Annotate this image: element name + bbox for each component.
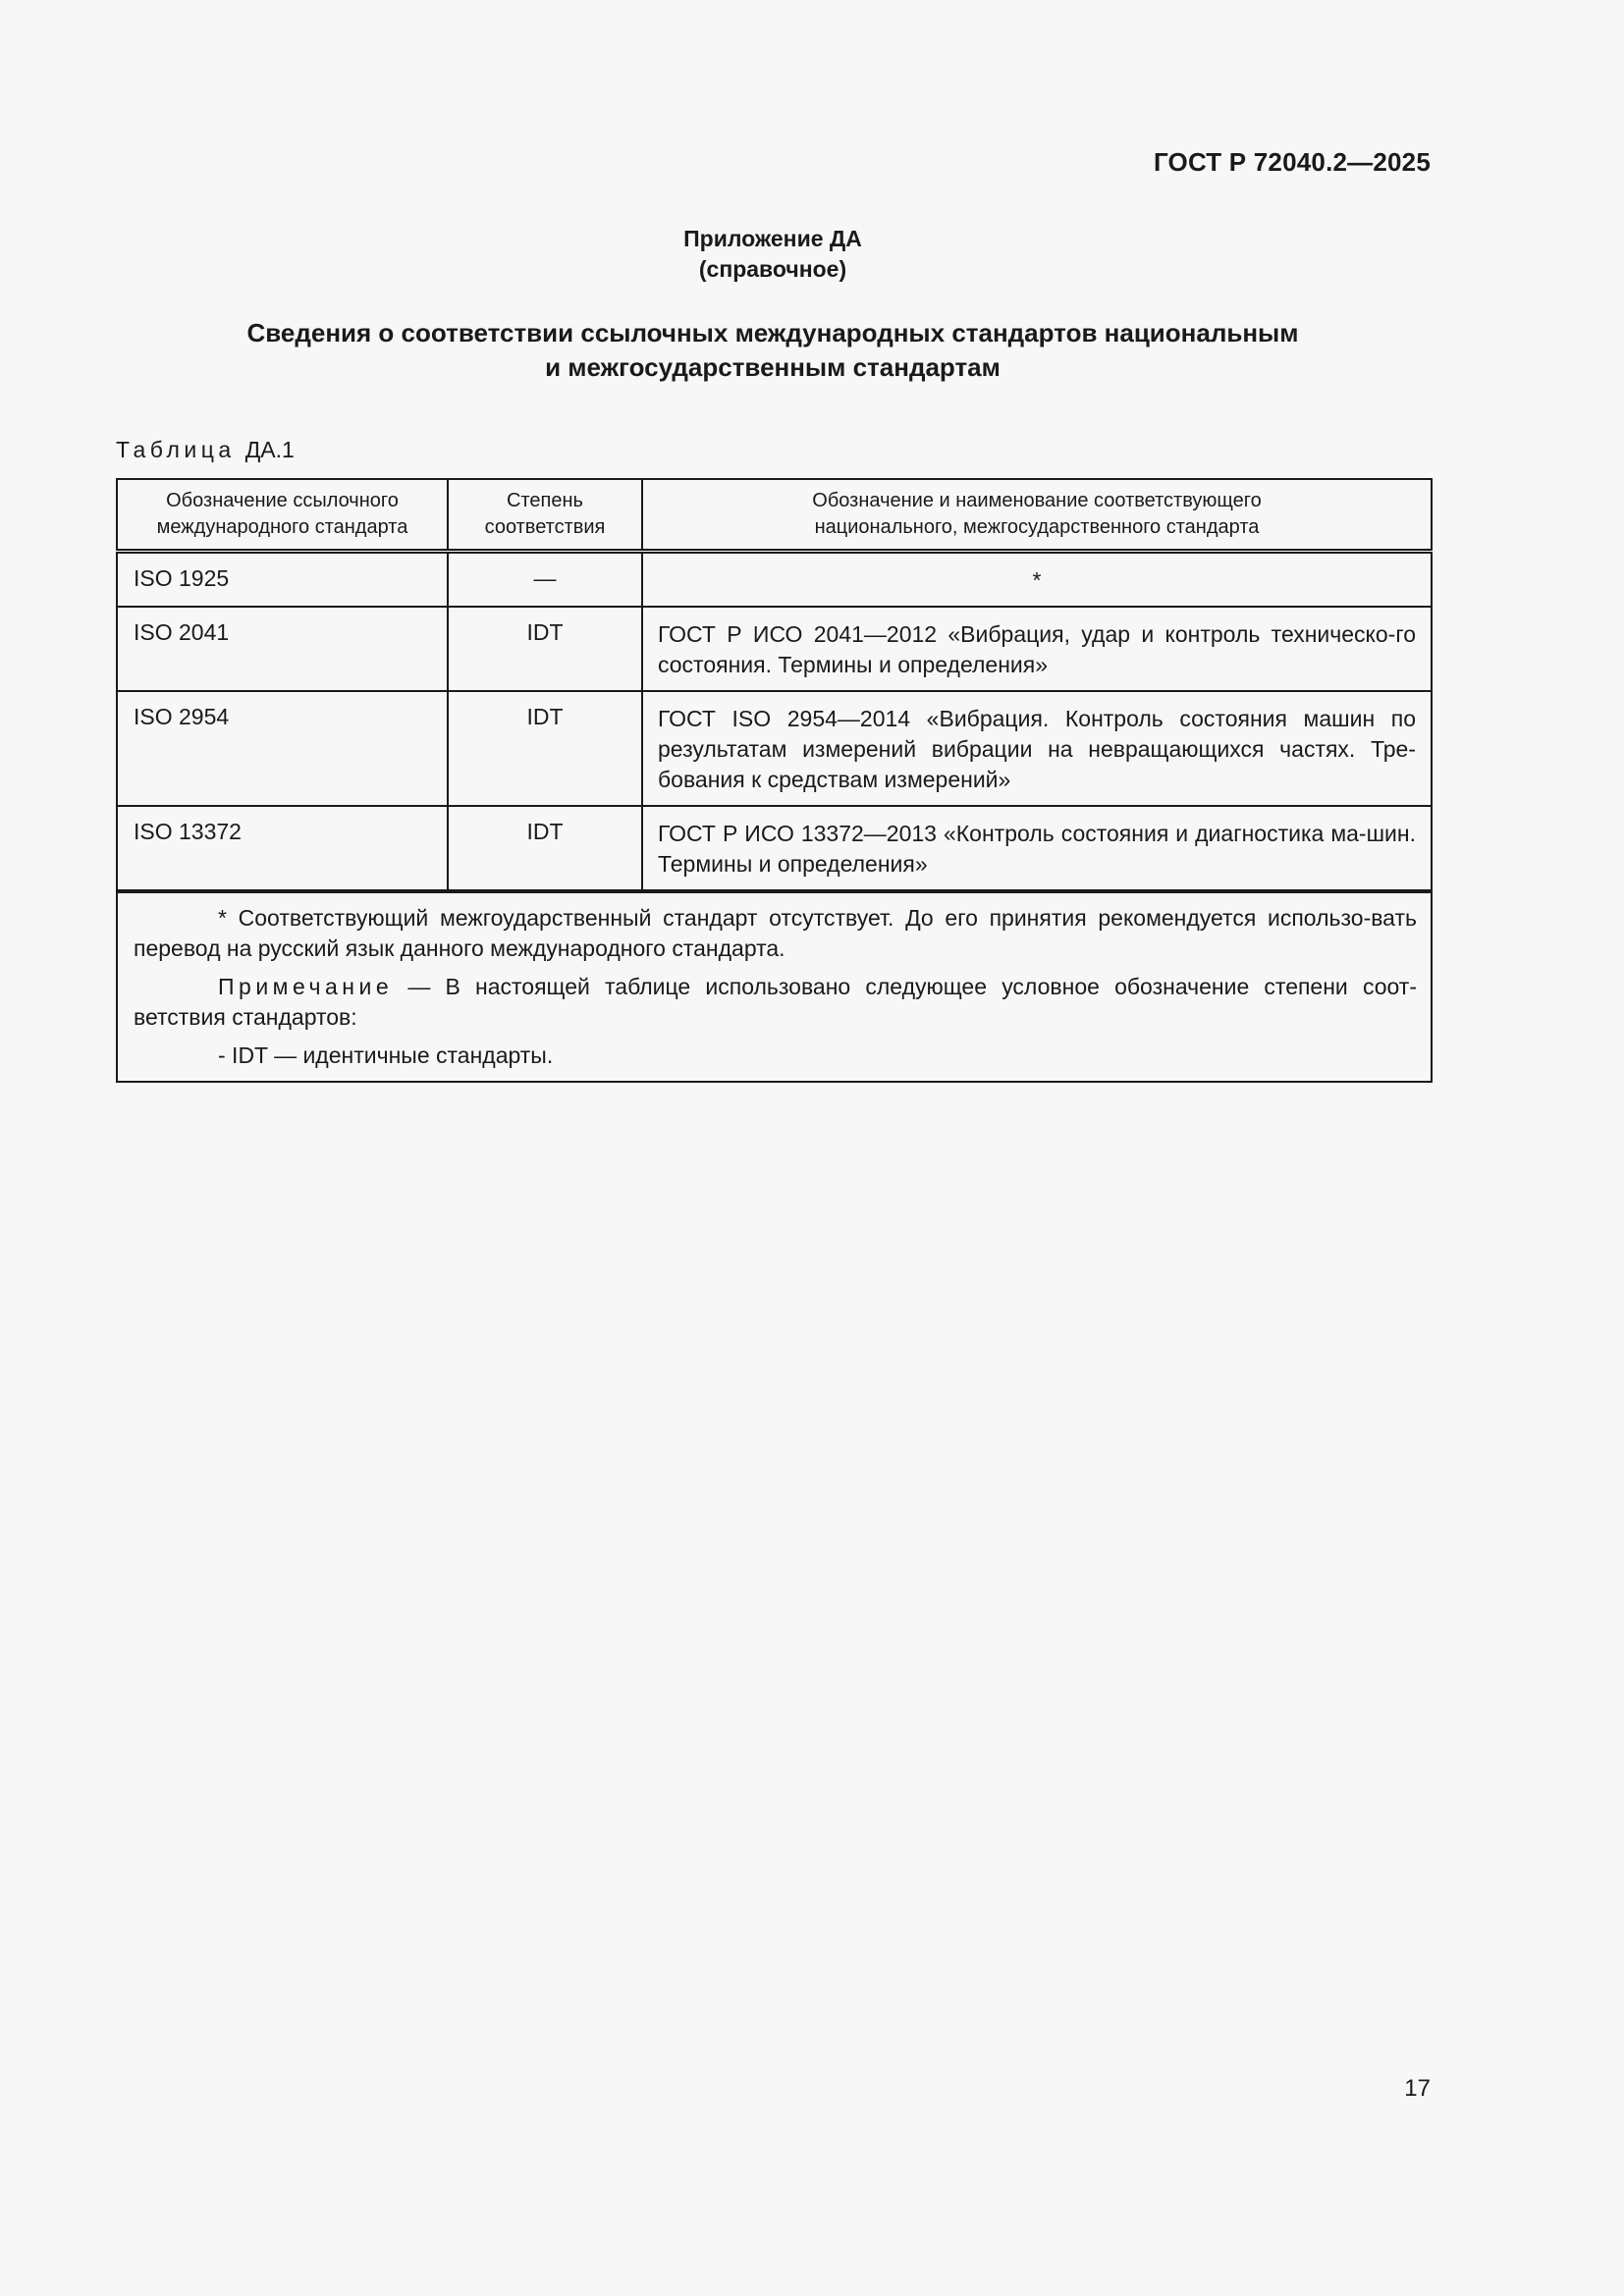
cell-national-standard: * (642, 552, 1432, 608)
table-notes-row (117, 891, 1432, 1082)
cell-national-standard: ГОСТ ISO 2954—2014 «Вибрация. Контроль состояния машин по результатам измерений вибрации на невращающихся частях. Тре-бования к средствам измерений» (642, 691, 1432, 806)
table-header-row (117, 479, 1432, 552)
cell-international-standard: ISO 2041 (117, 607, 448, 691)
appendix-heading (0, 224, 1545, 285)
note-list-item: - IDT — идентичные стандарты. (218, 1042, 554, 1068)
header-international-standard: Обозначение ссылочного международного стандарта (117, 479, 448, 552)
document-code: ГОСТ Р 72040.2—2025 (1153, 147, 1431, 177)
table-row (117, 691, 1432, 806)
cell-international-standard: ISO 1925 (117, 552, 448, 608)
standards-correspondence-table (116, 478, 1433, 1083)
appendix-subtitle: (справочное) (698, 256, 847, 282)
cell-degree: — (448, 552, 642, 608)
cell-international-standard: ISO 2954 (117, 691, 448, 806)
table-caption-word: Таблица (116, 437, 236, 462)
table-caption-number: ДА.1 (244, 437, 295, 462)
table-note (134, 972, 1417, 1033)
cell-degree: IDT (448, 806, 642, 891)
cell-international-standard: ISO 13372 (117, 806, 448, 891)
appendix-title: Приложение ДА (683, 226, 862, 251)
section-title (0, 316, 1545, 385)
table-footnote: * Соответствующий межгоударственный стандарт отсутствует. До его принятия рекомендуется использо-вать перевод на русский язык данного международного стандарта. (134, 905, 1417, 961)
header-national-standard: Обозначение и наименование соответствующего национального, межгосударственного стандарта (642, 479, 1432, 552)
table-row (117, 552, 1432, 608)
table-notes (117, 891, 1432, 1082)
table-caption (116, 437, 295, 463)
note-label: Примечание (218, 974, 394, 999)
cell-degree: IDT (448, 607, 642, 691)
header-degree: Степень соответствия (448, 479, 642, 552)
table-row (117, 607, 1432, 691)
cell-national-standard: ГОСТ Р ИСО 2041—2012 «Вибрация, удар и контроль техническо-го состояния. Термины и определения» (642, 607, 1432, 691)
cell-degree: IDT (448, 691, 642, 806)
cell-national-standard: ГОСТ Р ИСО 13372—2013 «Контроль состояния и диагностика ма-шин. Термины и определения» (642, 806, 1432, 891)
section-title-line-1: Сведения о соответствии ссылочных международных стандартов национальным (246, 318, 1299, 347)
section-title-line-2: и межгосударственным стандартам (545, 352, 1001, 382)
table-row (117, 806, 1432, 891)
note-text: — В настоящей таблице использовано следующее условное обозначение степени соот-ветствия стандартов: (134, 974, 1417, 1030)
page-number: 17 (1404, 2075, 1431, 2102)
